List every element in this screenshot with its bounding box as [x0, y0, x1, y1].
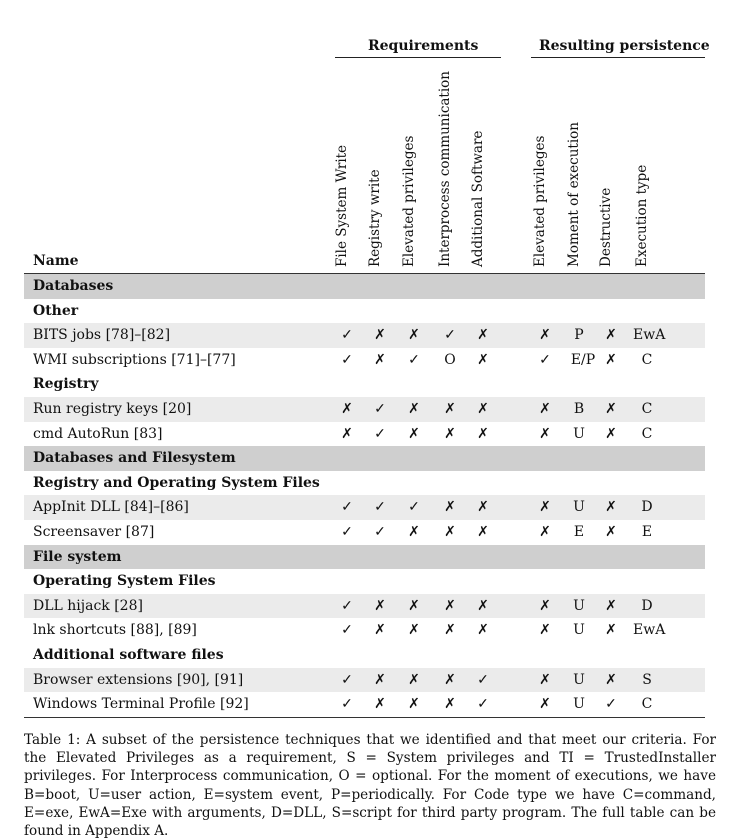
column-header-label: Elevated privileges	[401, 135, 417, 267]
table-cell: ✗	[444, 671, 456, 688]
table-cell: ✗	[539, 327, 551, 344]
table-cell: E	[641, 523, 653, 540]
table-cell: ✗	[539, 523, 551, 540]
table-cell: C	[641, 400, 653, 417]
row-label: Run registry keys [20]	[33, 400, 192, 417]
table-cell: ✗	[539, 400, 551, 417]
subsection-row	[24, 372, 705, 397]
table-cell: S	[642, 671, 652, 688]
subsection-row	[24, 471, 705, 496]
table-cell: ✓	[374, 400, 386, 417]
table-cell: ✗	[539, 597, 551, 614]
row-label: Browser extensions [90], [91]	[33, 671, 244, 688]
column-header	[435, 52, 465, 267]
table-cell: ✗	[605, 622, 617, 639]
table-cell: ✗	[374, 622, 386, 639]
column-header	[332, 52, 362, 267]
column-header-label: File System Write	[334, 144, 350, 267]
table-cell: ✓	[477, 671, 489, 688]
row-label: cmd AutoRun [83]	[33, 425, 163, 442]
table-row	[24, 348, 705, 373]
table-cell: ✓	[341, 696, 353, 713]
table-cell: ✗	[605, 425, 617, 442]
row-label: DLL hijack [28]	[33, 597, 143, 614]
table-cell: E	[573, 523, 585, 540]
table-cell: ✗	[374, 696, 386, 713]
table-row	[24, 495, 705, 520]
table-cell: ✗	[605, 597, 617, 614]
row-label: Databases	[33, 278, 114, 294]
row-label: AppInit DLL [84]–[86]	[33, 499, 189, 516]
column-header	[399, 52, 429, 267]
table-row	[24, 520, 705, 545]
table-cell: ✗	[477, 327, 489, 344]
table-cell: ✓	[374, 523, 386, 540]
table-cell: ✗	[341, 425, 353, 442]
table-cell: U	[573, 499, 585, 516]
table-cell: C	[641, 351, 653, 368]
column-header	[564, 52, 594, 267]
column-header	[530, 52, 560, 267]
table-cell: ✗	[341, 400, 353, 417]
table-cell: ✓	[341, 499, 353, 516]
table-cell: ✓	[341, 351, 353, 368]
table-cell: ✓	[341, 671, 353, 688]
subsection-row	[24, 299, 705, 324]
table-cell: ✗	[477, 523, 489, 540]
table-row	[24, 668, 705, 693]
table-row	[24, 323, 705, 348]
table-cell: ✗	[444, 400, 456, 417]
table-cell: ✗	[374, 671, 386, 688]
table-bottom-rule	[24, 717, 705, 718]
table-cell: ✗	[374, 351, 386, 368]
table-caption: Table 1: A subset of the persistence techniques that we identified and that meet our criteria. For the Elevated Privileges as a requirement, S = System privileges and TI = TrustedInstaller privileges. For Interprocess communication, O = optional. For the moment of executions, we have B=boot, U=user action, E=system event, P=periodically. For Code type we have C=command, E=exe, EwA=Exe with arguments, D=DLL, S=script for third party program. The full table can be found in Appendix A.	[24, 732, 716, 839]
table-cell: ✗	[539, 671, 551, 688]
table-row	[24, 594, 705, 619]
table-cell: ✗	[605, 327, 617, 344]
row-label: WMI subscriptions [71]–[77]	[33, 351, 236, 368]
table-cell: ✗	[539, 622, 551, 639]
row-label: Screensaver [87]	[33, 523, 155, 540]
table-cell: ✗	[444, 696, 456, 713]
table-cell: C	[641, 696, 653, 713]
table-cell: ✓	[408, 499, 420, 516]
table-cell: ✗	[539, 696, 551, 713]
row-label: Windows Terminal Profile [92]	[33, 696, 249, 713]
row-label: BITS jobs [78]–[82]	[33, 327, 171, 344]
table-row	[24, 422, 705, 447]
table-cell: ✗	[444, 425, 456, 442]
table-cell: ✗	[605, 499, 617, 516]
table-cell: ✓	[341, 523, 353, 540]
table-cell: U	[573, 622, 585, 639]
table-cell: D	[641, 597, 653, 614]
table-cell: ✗	[374, 327, 386, 344]
column-header-label: Registry write	[367, 169, 383, 267]
table-cell: ✗	[444, 523, 456, 540]
column-header-label: Elevated privileges	[532, 135, 548, 267]
column-header-label: Interprocess communication	[437, 71, 453, 267]
table-cell: ✗	[605, 671, 617, 688]
table-cell: ✗	[539, 425, 551, 442]
section-row	[24, 274, 705, 299]
column-header	[365, 52, 395, 267]
table-cell: ✗	[477, 425, 489, 442]
table-cell: ✓	[605, 696, 617, 713]
table-cell: P	[574, 327, 584, 344]
row-label: lnk shortcuts [88], [89]	[33, 622, 197, 639]
column-header	[632, 52, 662, 267]
row-label: File system	[33, 548, 122, 565]
column-header-label: Destructive	[598, 187, 614, 267]
row-label: Operating System Files	[33, 573, 216, 590]
table-row	[24, 692, 705, 717]
table-cell: ✓	[341, 597, 353, 614]
table-cell: U	[573, 597, 585, 614]
requirements-header: Requirements	[368, 38, 479, 54]
section-row	[24, 545, 705, 570]
table-cell: ✗	[477, 499, 489, 516]
table-cell: ✗	[408, 671, 420, 688]
table-cell: ✗	[477, 622, 489, 639]
table-cell: ✗	[605, 351, 617, 368]
table-cell: ✗	[374, 597, 386, 614]
resulting-persistence-header: Resulting persistence	[539, 38, 710, 54]
table-cell: ✗	[477, 351, 489, 368]
table-cell: B	[573, 400, 585, 417]
row-label: Registry	[33, 376, 99, 393]
column-header	[596, 52, 626, 267]
table-cell: ✗	[477, 400, 489, 417]
column-header-label: Additional Software	[470, 130, 486, 267]
table-cell: ✗	[408, 327, 420, 344]
table-cell: ✓	[539, 351, 551, 368]
table-cell: EwA	[633, 622, 666, 639]
table-cell: U	[573, 425, 585, 442]
row-label: Databases and Filesystem	[33, 450, 236, 467]
section-row	[24, 446, 705, 471]
table-cell: ✗	[539, 499, 551, 516]
table-cell: ✓	[374, 425, 386, 442]
table-cell: ✗	[605, 523, 617, 540]
table-cell: ✗	[444, 499, 456, 516]
row-label: Other	[33, 302, 79, 319]
table-cell: ✗	[444, 597, 456, 614]
table-cell: ✓	[477, 696, 489, 713]
table-cell: EwA	[633, 327, 666, 344]
table-cell: U	[573, 696, 585, 713]
table-row	[24, 618, 705, 643]
table-cell: O	[444, 351, 456, 368]
name-column-header: Name	[33, 253, 79, 269]
table-cell: ✓	[444, 327, 456, 344]
column-header-label: Execution type	[634, 164, 650, 267]
table-cell: ✗	[408, 622, 420, 639]
table-cell: ✗	[477, 597, 489, 614]
table-row	[24, 397, 705, 422]
persistence-table	[24, 274, 705, 717]
table-cell: C	[641, 425, 653, 442]
table-cell: E/P	[570, 351, 596, 368]
table-cell: D	[641, 499, 653, 516]
table-cell: ✓	[374, 499, 386, 516]
subsection-row	[24, 569, 705, 594]
table-cell: ✗	[408, 400, 420, 417]
table-cell: ✗	[408, 425, 420, 442]
table-cell: ✗	[408, 523, 420, 540]
column-header-label: Moment of execution	[566, 122, 582, 267]
table-cell: ✗	[408, 696, 420, 713]
table-cell: ✗	[444, 622, 456, 639]
table-cell: ✗	[408, 597, 420, 614]
table-cell: U	[573, 671, 585, 688]
table-cell: ✓	[408, 351, 420, 368]
table-cell: ✗	[605, 400, 617, 417]
table-cell: ✓	[341, 327, 353, 344]
table-cell: ✓	[341, 622, 353, 639]
subsection-row	[24, 643, 705, 668]
row-label: Registry and Operating System Files	[33, 474, 320, 491]
row-label: Additional software files	[33, 646, 224, 663]
column-header	[468, 52, 498, 267]
